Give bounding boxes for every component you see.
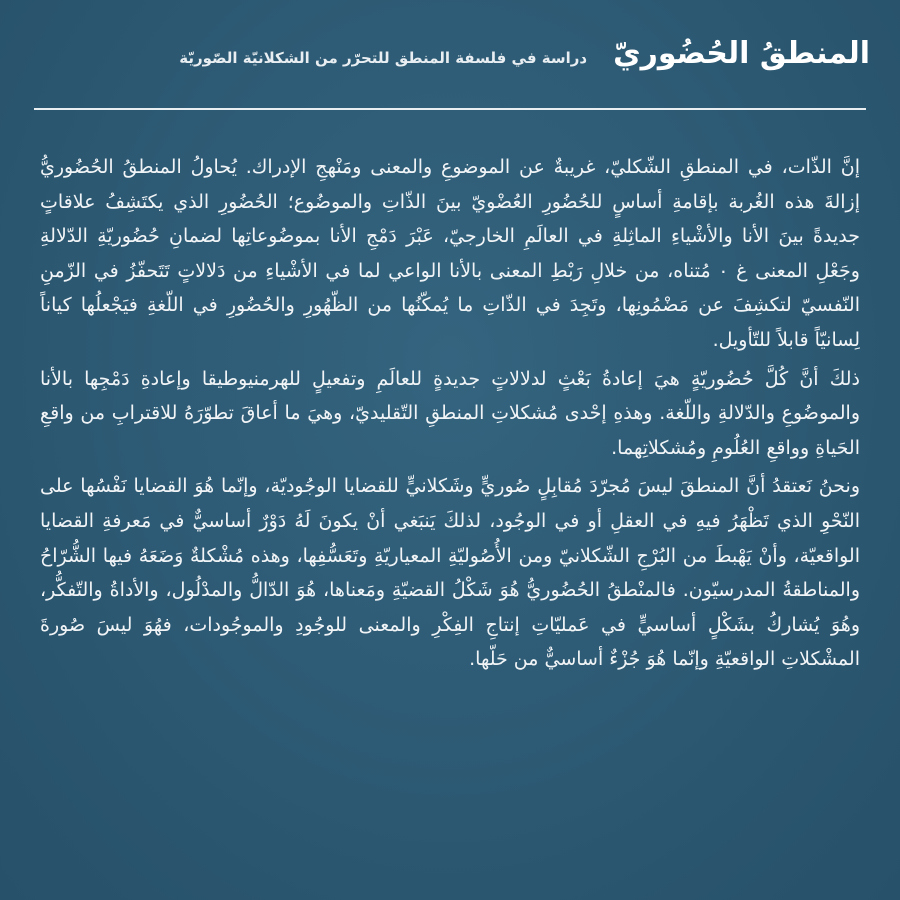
book-subtitle: دراسة في فلسفة المنطق للتحرّر من الشكلانيّة الصّوريّة xyxy=(179,49,588,67)
book-title: المنطقُ الحُضُوريّ xyxy=(613,36,870,71)
paragraph-2: ذلكَ أنَّ كُلَّ حُضُوريّةٍ هيَ إعادةُ بَعْثٍ لدلالاتٍ جديدةٍ للعالَمِ وتفعيلٍ للهرمنيوطيقا وإعادةِ دَمْجِها بالأنا والموضُوعِ والدّلالةِ واللّغة. وهذهِ إحْدى مُشكلاتِ المنطقِ التّقليديّ، وهيَ ما أعاقَ تطوّرَهُ للاقترابِ من واقعِ الحَياةِ وواقعِ العُلُومِ ومُشكلاتِهما. xyxy=(40,367,860,459)
page-header xyxy=(30,36,870,86)
paragraph-3: ونحنُ نَعتقدُ أنَّ المنطقَ ليسَ مُجرّدَ مُقابِلٍ صُوريٍّ وشَكلانيٍّ للقضايا الوجُوديّة، وإنّما هُوَ القضايا نَفْسُها على النّحْوِ الذي تَظْهَرُ فيهِ في العقلِ أو في الوجُود، لذلكَ يَنبَغي أنْ يكونَ لَهُ دَوْرٌ أساسيٌّ في مَعرفةِ القضايا الواقعيّة، وأنْ يَهْبطَ من البُرْجِ الشّكلانيّ ومن الأُصُوليّةِ المعياريّةِ وتَعَسُّفِها، وهذه مُشْكلةٌ وَضَعَهُ فيها الشُّرّاحُ والمناطقةُ المدرسيّون. فالمنْطقُ الحُضُوريُّ هُوَ شَكْلُ القضيّةِ ومَعناها، هُوَ الدّالُّ والمدْلُول، والأداةُ والتّفكُّر، وهُوَ يُشاركُ بشَكْلٍ أساسيٍّ في عَمليّاتِ إنتاجِ الفِكْرِ والمعنى للوجُودِ والموجُودات، فهُوَ ليسَ صُورةَ المشْكلاتِ الواقعيّةِ وإنّما هُوَ جُزْءٌ أساسيٌّ من حَلّها. xyxy=(40,475,860,671)
paragraph-1: إنَّ الذّات، في المنطقِ الشّكليّ، غريبةٌ عن الموضوعِ والمعنى ومَنْهجِ الإدراك. يُحاولُ المنطقُ الحُضُوريُّ إزالةَ هذه الغُربة بإقامةِ أساسٍ للحُضُورِ العُضْويّ بينَ الذّاتِ والموضُوع؛ الحُضُورِ الذي يكتَشِفُ علاقاتٍ جديدةً بينَ الأنا والأشْياءِ الماثِلةِ في العالَمِ الخارجيّ، عَبْرَ دَمْجِ الأنا بموضُوعاتِها لضمانِ حُضُوريّةِ الدّلالةِ وجَعْلِ المعنى غ ٠ مُتناه، من خلالِ رَبْطِ المعنى بالأنا الواعي لما في الأشْياءِ من دَلالاتٍ تَتَحفّزُ في الزّمنِ النّفسيّ لتكشِفَ عن مَضْمُونِها، وتَجِدَ في الذّاتِ ما يُمكّنُها من الظّهُورِ والحُضُورِ في اللّغةِ فيَجْعلُها كياناً لِسانيّاً قابلاً للتّأويل. xyxy=(40,156,860,351)
body-text xyxy=(40,150,860,890)
header-divider xyxy=(34,108,866,110)
